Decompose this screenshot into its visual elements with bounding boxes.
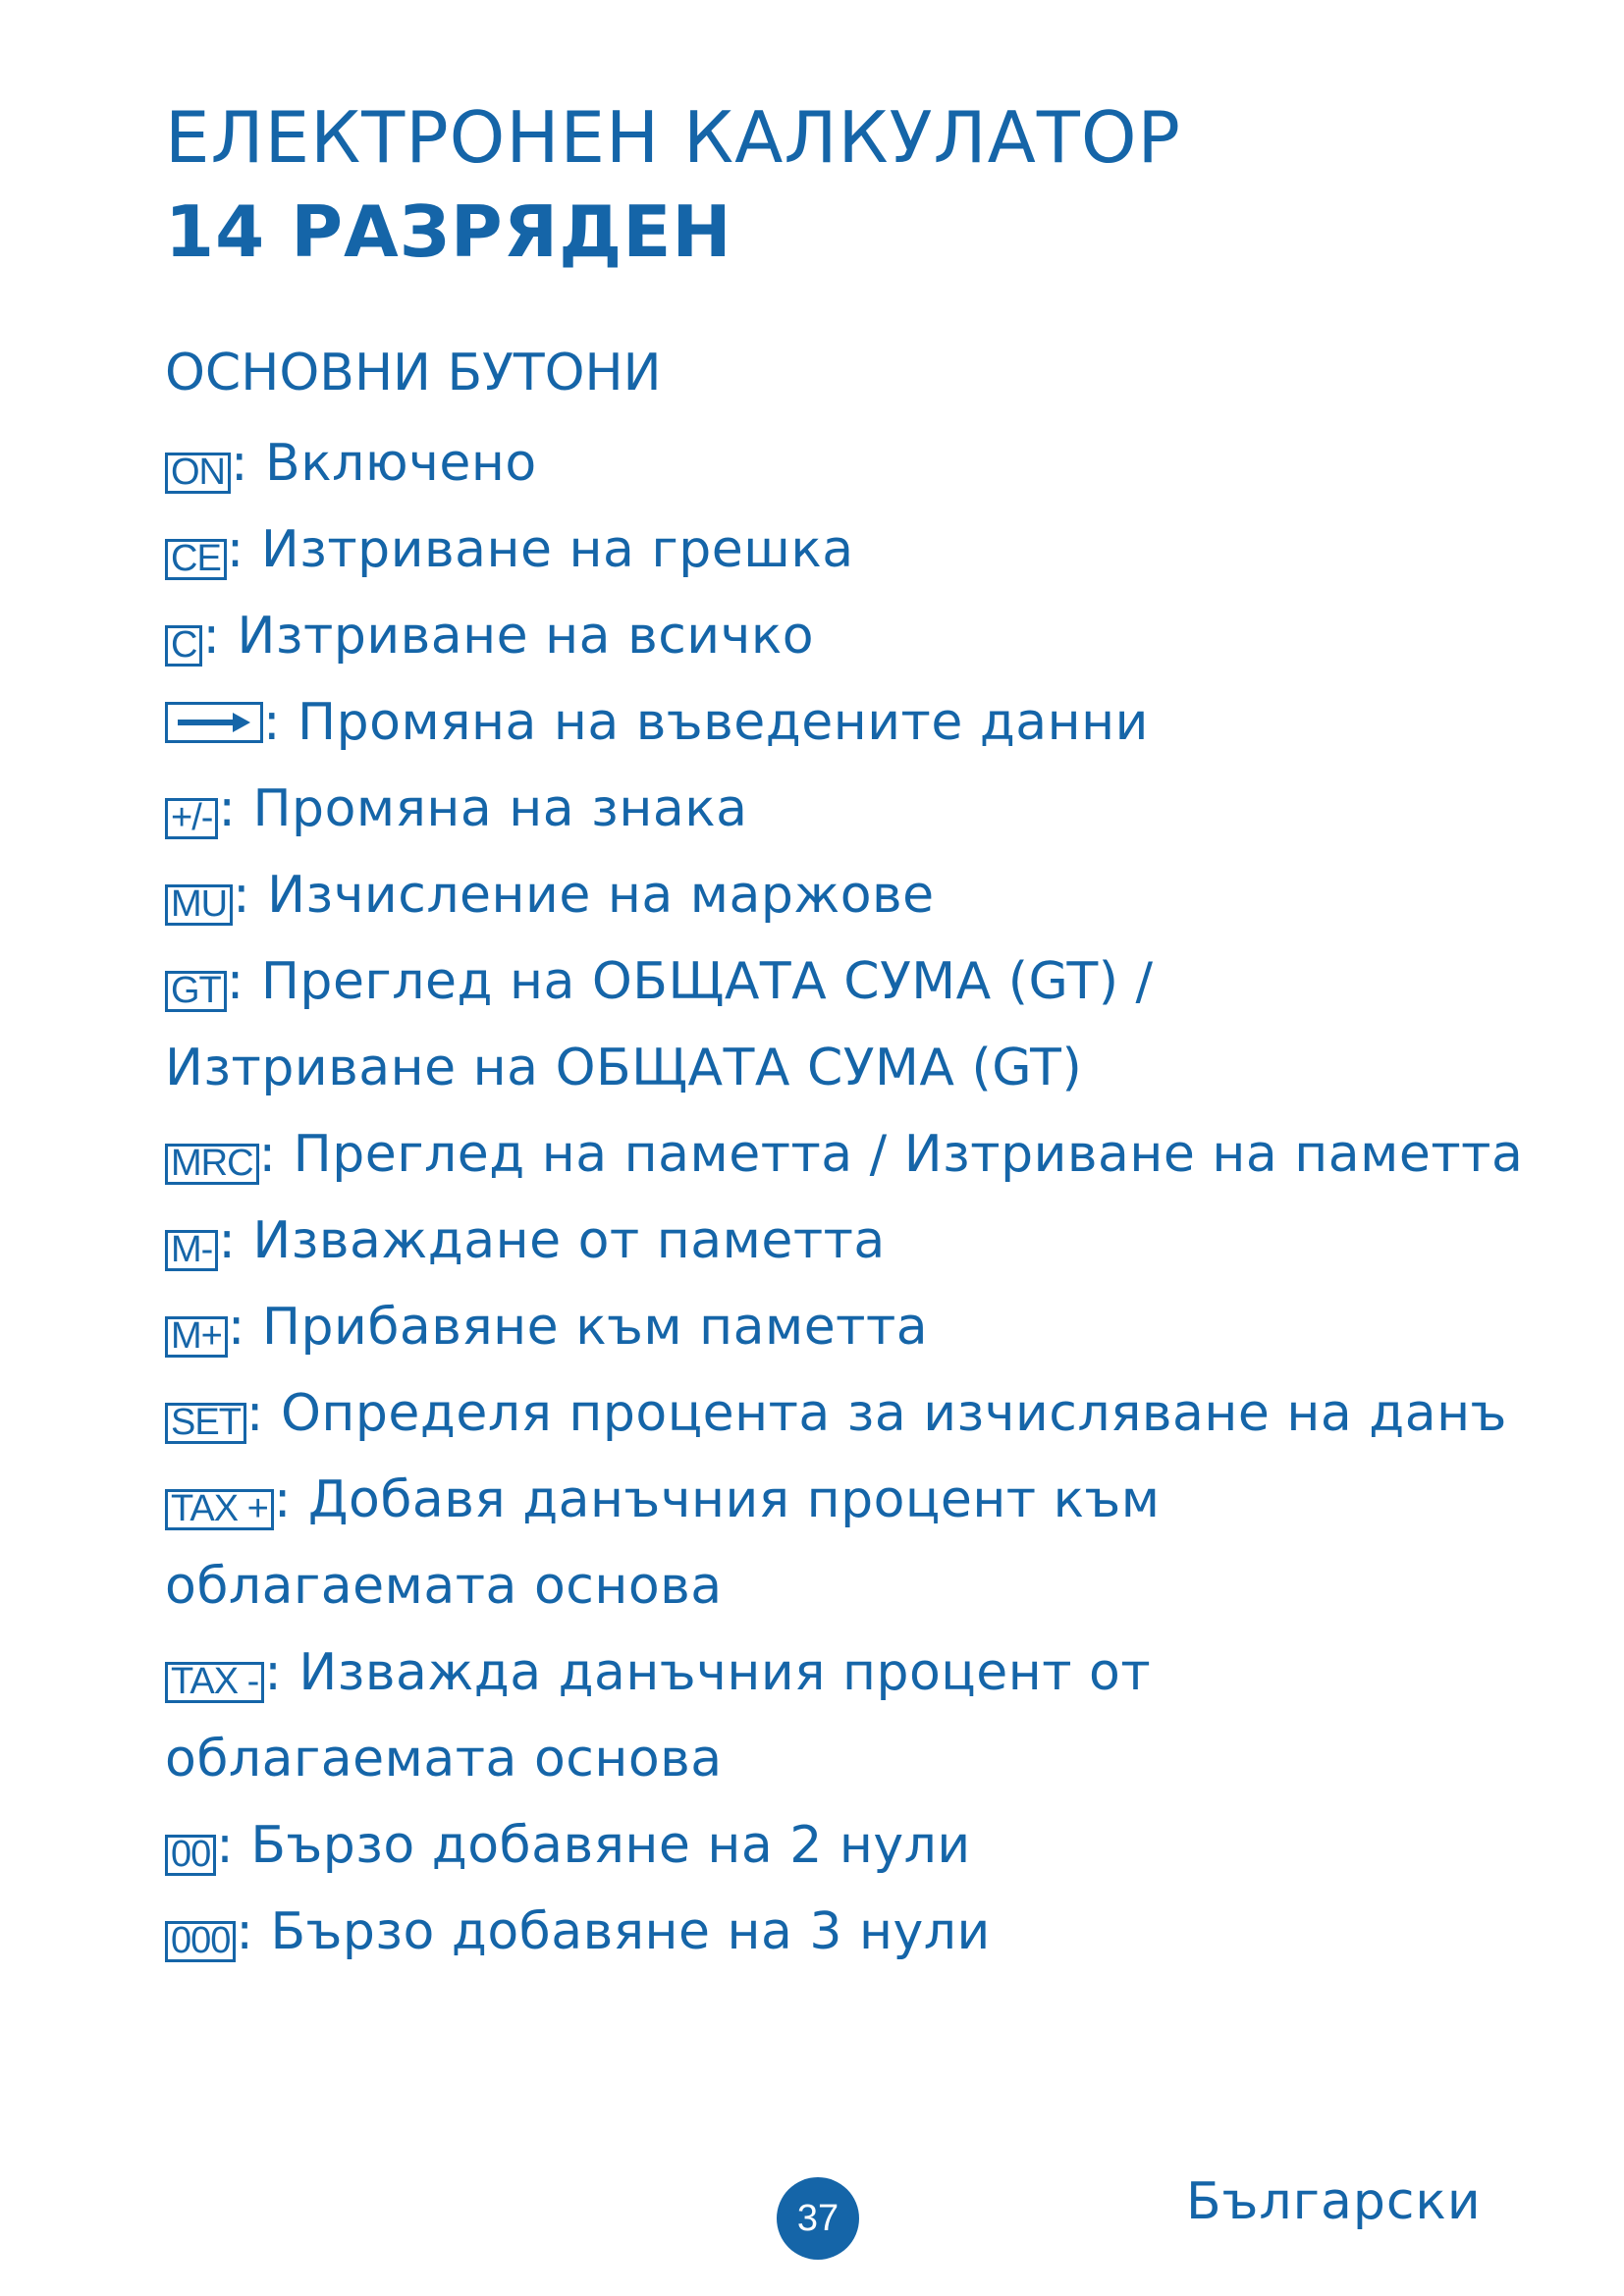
list-item-double-zero (165, 1802, 1540, 1889)
title-line-2: 14 РАЗРЯДЕН (165, 190, 732, 273)
list-item-ce (165, 507, 1540, 593)
ce-key-icon: CE (165, 539, 227, 580)
list-item-m-plus (165, 1284, 1540, 1370)
title-line-1: ЕЛЕКТРОНЕН КАЛКУЛАТОР (165, 96, 1181, 179)
key-description: : Промяна на въведените данни (263, 693, 1149, 752)
section-heading: ОСНОВНИ БУТОНИ (165, 344, 662, 402)
language-label: Български (1186, 2172, 1482, 2231)
m-minus-key-icon: M- (165, 1230, 218, 1271)
key-description: : Промяна на знака (218, 779, 748, 838)
key-description: : Бързо добавяне на 3 нули (236, 1902, 991, 1961)
key-description: : Включено (231, 434, 537, 493)
triple-zero-key-icon: 000 (165, 1921, 236, 1962)
key-description: : Добавя данъчния процент към (273, 1470, 1161, 1529)
key-description: : Преглед на ОБЩАТА СУМА (GT) / (226, 952, 1154, 1011)
tax-plus-key-icon: TAX + (165, 1489, 274, 1530)
key-description-continuation: облагаемата основа (165, 1557, 723, 1616)
key-description: : Изваждане от паметта (218, 1211, 886, 1270)
list-item-on (165, 420, 1540, 507)
key-description: : Изважда данъчния процент от (264, 1643, 1152, 1702)
c-key-icon: C (165, 625, 202, 667)
mrc-key-icon: MRC (165, 1144, 259, 1185)
page-title (165, 90, 1181, 279)
key-description-continuation: облагаемата основа (165, 1730, 723, 1789)
m-plus-key-icon: M+ (165, 1316, 228, 1358)
list-item-c (165, 593, 1540, 679)
list-item-tax-minus (165, 1629, 1540, 1716)
list-item-gt (165, 938, 1540, 1025)
page-number: 37 (777, 2177, 859, 2260)
gt-key-icon: GT (165, 971, 227, 1012)
double-zero-key-icon: 00 (165, 1835, 216, 1876)
plus-minus-key-icon: +/- (165, 798, 218, 839)
list-item-m-minus (165, 1198, 1540, 1284)
key-description: : Бързо добавяне на 2 нули (216, 1816, 971, 1875)
list-item-mrc (165, 1111, 1540, 1198)
list-item-tax-plus (165, 1457, 1540, 1543)
key-description-continuation: Изтриване на ОБЩАТА СУМА (GT) (165, 1039, 1083, 1097)
key-description: : Изтриване на грешка (226, 520, 854, 579)
list-item-set (165, 1370, 1535, 1457)
right-arrow-icon (165, 702, 263, 743)
on-key-icon: ON (165, 453, 231, 494)
key-description: : Прибавяне към паметта (227, 1298, 929, 1357)
list-item-mu (165, 852, 1540, 938)
set-key-icon: SET (165, 1403, 246, 1444)
list-item-sign (165, 766, 1540, 852)
key-description: : Определя процента за изчисляване на данъ (245, 1384, 1507, 1443)
list-item-triple-zero (165, 1889, 1540, 1975)
key-description: : Изчисление на маржове (233, 866, 935, 925)
tax-minus-key-icon: TAX - (165, 1662, 264, 1703)
mu-key-icon: MU (165, 884, 233, 926)
key-description: : Преглед на паметта / Изтриване на паметта (258, 1125, 1524, 1184)
list-item-arrow (165, 679, 1540, 766)
key-description: : Изтриване на всичко (202, 607, 815, 666)
key-list (165, 420, 1540, 1975)
